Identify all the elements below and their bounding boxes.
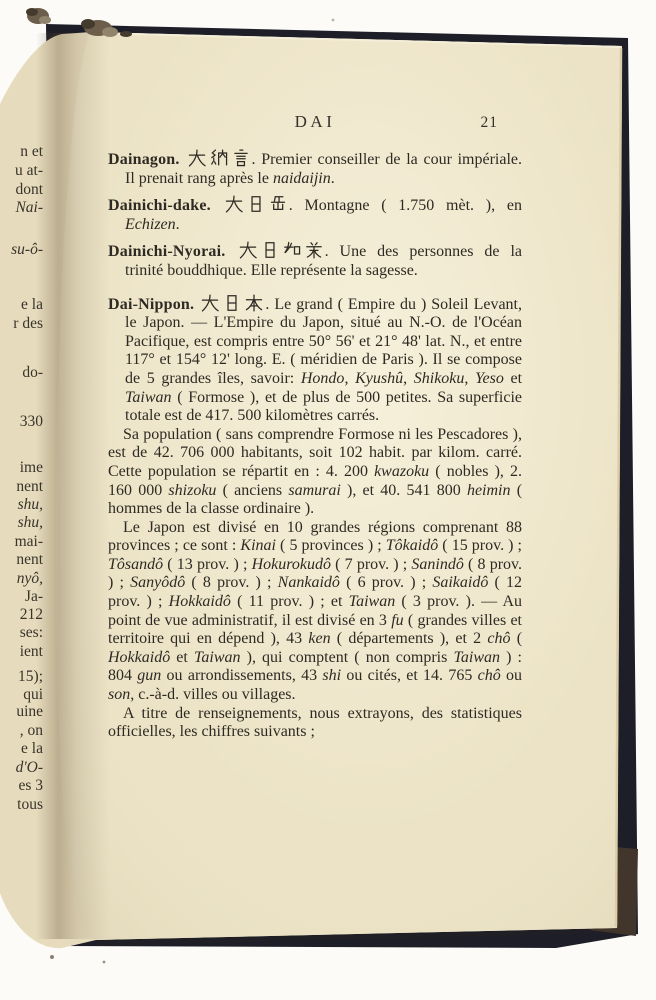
body-text: ,: [464, 369, 476, 387]
italic-term: Hokkaidô: [168, 593, 231, 611]
kanji-glyph: [201, 294, 219, 312]
body-text: Sa population ( sans comprendre Formose ni les Pescadores ), est de 42. 706 000 habitants, soit 102 habit. par kilom. carré. Cette population se répartit en : 4. 200: [108, 425, 522, 480]
body-text: ( Formose ), et de plus de 500 petites. Sa superficie totale est de 417. 500 kilomètres carrés.: [125, 388, 522, 425]
italic-term: kwazoku: [374, 462, 430, 480]
italic-term: samurai: [288, 481, 341, 499]
italic-term: chô: [477, 667, 501, 685]
italic-term: fu: [391, 611, 404, 629]
italic-term: ken: [308, 630, 331, 648]
facing-page-line-fragment: n et: [20, 143, 43, 160]
body-text: ( hommes de la classe ordinaire ).: [108, 481, 523, 518]
body-text: ( 11 prov. ) ; et: [230, 593, 349, 611]
kanji-glyph: [188, 149, 206, 167]
body-text: . Une des personnes de la trinité bouddhique. Elle représente la sagesse.: [125, 243, 522, 279]
facing-page-line-fragment: nent: [16, 551, 43, 568]
facing-page-line-fragment: ime: [19, 459, 43, 476]
body-text: et: [503, 369, 523, 387]
body-text: ( 8 prov. ) ;: [108, 555, 523, 592]
body-text: (: [510, 630, 523, 648]
body-text: ( 5 provinces ) ;: [275, 537, 386, 555]
facing-page-line-fragment: u at-: [15, 162, 43, 179]
facing-page-line-fragment: tous: [17, 796, 43, 813]
italic-term: Nankaidô: [277, 574, 340, 592]
italic-term: gun: [137, 667, 162, 685]
italic-term: Kyushû: [355, 369, 404, 387]
entry-paragraph-dainichi-dake: [108, 195, 522, 234]
entry-headword: Dainagon.: [108, 151, 186, 168]
kanji-glyph: [247, 195, 265, 213]
body-text: .: [175, 215, 180, 233]
facing-page-line-fragment: 212: [19, 606, 43, 623]
italic-term: Sanindô: [411, 555, 464, 573]
italic-term: Taiwan: [453, 648, 501, 666]
italic-term: Echizen: [125, 215, 176, 233]
kanji-glyph: [210, 149, 228, 167]
italic-term: Taiwan: [125, 388, 172, 406]
italic-term: heimin: [466, 481, 511, 499]
right-page-text: [108, 112, 522, 742]
kanji-text: [186, 151, 252, 168]
body-text: , c.-à-d. villes ou villages.: [130, 686, 296, 704]
body-text: A titre de renseignements, nous extrayons, des statistiques officielles, les chiffres suivants ;: [108, 704, 522, 741]
facing-page-line-fragment: do-: [22, 364, 43, 381]
facing-page-line-fragment: nent: [16, 478, 43, 495]
entry-paragraph-dainagon: [108, 149, 522, 188]
entry-paragraph-dai-nippon: [108, 519, 522, 705]
facing-page-line-fragment: Nai-: [15, 199, 43, 216]
facing-page-line-fragment: dont: [15, 181, 43, 198]
body-text: ( départements ), et 2: [330, 630, 488, 648]
kanji-text: [223, 197, 289, 214]
facing-page-line-fragment: d'O-: [15, 759, 43, 776]
body-text: ), qui comptent ( non compris: [240, 648, 454, 666]
italic-term: Tôkaidô: [385, 537, 439, 555]
kanji-glyph: [305, 241, 323, 259]
facing-page-line-fragment: shu,: [17, 514, 43, 531]
paper-speck: [103, 961, 106, 964]
body-text: ) : 804: [108, 648, 523, 685]
italic-term: Yeso: [475, 369, 504, 387]
facing-page-line-fragment: e la: [21, 740, 43, 757]
running-title: DAI: [294, 112, 336, 131]
italic-term: Shikoku: [413, 369, 465, 387]
facing-page-line-fragment: su-ô-: [11, 241, 43, 258]
body-text: ( 12 prov. ) ;: [108, 574, 523, 611]
facing-page-line-fragment: r des: [13, 315, 43, 332]
body-text: ( 7 prov. ) ;: [330, 555, 412, 573]
body-text: ou arrondissements, 43: [161, 667, 323, 685]
facing-page-line-fragment: , on: [19, 722, 43, 739]
facing-page-line-fragment: uine: [16, 703, 43, 720]
facing-page-line-fragment: shu,: [17, 496, 43, 513]
kanji-glyph: [232, 149, 250, 167]
facing-page-line-fragment: ses:: [19, 624, 43, 641]
facing-page-line-fragment: nyô,: [16, 570, 43, 587]
italic-term: Sanyôdô: [130, 574, 186, 592]
body-text: ( 8 prov. ) ;: [185, 574, 278, 592]
body-text: ,: [403, 369, 414, 387]
italic-term: Taiwan: [348, 593, 396, 611]
facing-page-fragments: [0, 0, 46, 1000]
body-text: ( anciens: [216, 481, 289, 499]
body-text: ), et 40. 541 800: [340, 481, 467, 499]
entry-headword: Dainichi-dake.: [108, 197, 223, 215]
facing-page-line-fragment: es 3: [18, 777, 43, 794]
body-text: ( 15 prov. ) ;: [438, 537, 523, 555]
body-text: Le Japon est divisé en 10 grandes régions comprenant 88 provinces ; ce sont :: [108, 518, 522, 555]
body-text: ou: [500, 667, 522, 685]
body-text: ,: [344, 369, 356, 387]
entry-paragraph-dai-nippon: [108, 426, 522, 519]
body-text: ( grandes villes et territoire qui en dépend ), 43: [108, 611, 523, 648]
italic-term: shi: [322, 667, 342, 685]
body-text: ( nobles ), 2. 160 000: [108, 462, 522, 499]
italic-term: Taiwan: [193, 648, 241, 666]
kanji-glyph: [269, 195, 287, 213]
paper-speck: [332, 19, 335, 22]
page-number: 21: [480, 114, 498, 131]
kanji-text: [199, 296, 265, 313]
kanji-glyph: [245, 294, 263, 312]
body-text: ( 13 prov. ) ;: [163, 555, 252, 573]
page-header: [108, 112, 522, 136]
kanji-glyph: [283, 241, 301, 259]
kanji-text: [237, 243, 325, 260]
entry-paragraph-dainichi-nyorai: [108, 241, 522, 280]
body-text: ( 3 prov. ). — Au point de vue administratif, il est divisé en 3: [108, 593, 523, 629]
facing-page-line-fragment: e la: [21, 296, 43, 313]
entry-headword: Dainichi-Nyorai.: [108, 243, 237, 261]
body-text: ( 6 prov. ) ;: [339, 574, 433, 592]
facing-page-line-fragment: ient: [19, 643, 43, 660]
italic-term: Hokurokudô: [251, 555, 331, 573]
italic-term: Kinai: [240, 537, 276, 555]
italic-term: naidaijin: [272, 169, 331, 187]
italic-term: Hondo: [300, 369, 345, 387]
entry-paragraph-dai-nippon: [108, 294, 522, 426]
kanji-glyph: [239, 241, 257, 259]
entry-headword: Dai-Nippon.: [108, 295, 200, 313]
italic-term: Tôsandô: [108, 555, 164, 573]
gutter-shadow: [36, 33, 110, 939]
body-text: et: [170, 648, 194, 666]
facing-page-line-fragment: mai-: [14, 533, 43, 550]
italic-term: Saikaidô: [432, 574, 489, 592]
kanji-glyph: [223, 294, 241, 312]
entry-paragraph-dai-nippon: [108, 705, 522, 742]
body-text: .: [330, 169, 335, 187]
kanji-glyph: [261, 241, 279, 259]
body-text: . Le grand ( Empire du ) Soleil Levant, le Japon. — L'Empire du Japon, situé au N.-O. de l'Océan Pacifique, est compris entre 50° 56' et 21° 48' lat. N., et entre 117° et 154° 12' long. E. ( méridien de Paris ). Il se compose de 5 grandes îles, savoir:: [125, 295, 522, 387]
facing-page-line-fragment: 15);: [18, 668, 43, 685]
body-text: . Premier conseiller de la cour impériale. Il prenait rang après le: [125, 151, 523, 187]
paper-speck: [50, 955, 54, 959]
kanji-glyph: [225, 195, 243, 213]
body-text: . Montagne ( 1.750 mèt. ), en: [288, 197, 522, 215]
dictionary-entries: [108, 149, 522, 742]
facing-page-line-fragment: 330: [19, 413, 43, 430]
facing-page-line-fragment: Ja-: [24, 588, 43, 605]
body-text: ou cités, et 14. 765: [341, 667, 478, 685]
facing-page-line-fragment: qui: [23, 686, 43, 703]
italic-term: Hokkaidô: [108, 648, 171, 666]
italic-term: son: [108, 686, 131, 704]
italic-term: chô: [487, 630, 511, 648]
italic-term: shizoku: [168, 481, 217, 499]
